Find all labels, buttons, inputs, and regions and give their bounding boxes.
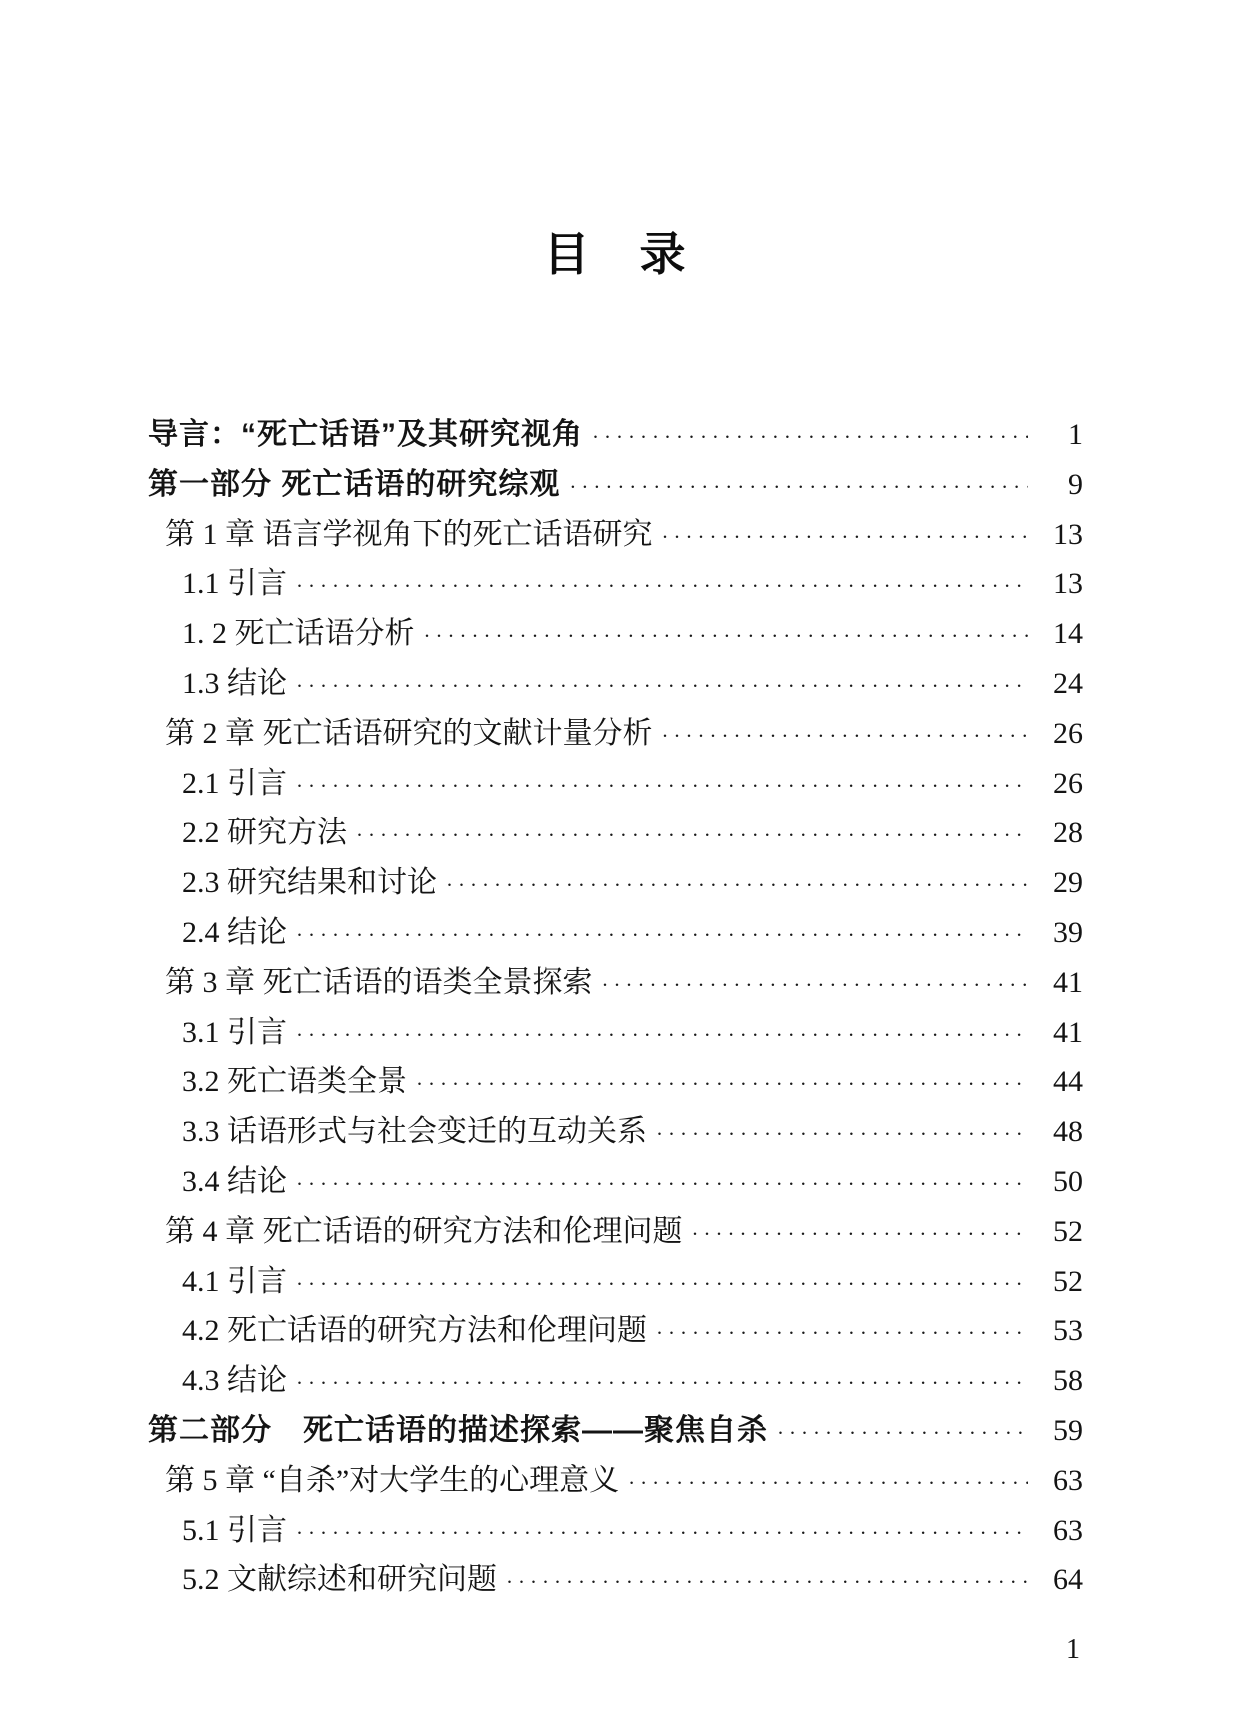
toc-entry xyxy=(148,659,1083,709)
dot-leader xyxy=(296,1509,1028,1559)
dot-leader xyxy=(296,1260,1028,1310)
dot-leader xyxy=(656,1110,1028,1160)
page-number-footer: 1 xyxy=(1066,1634,1080,1665)
toc-entry-page: 44 xyxy=(1053,1065,1083,1099)
toc-entry-label: 3.2 死亡语类全景 xyxy=(182,1065,407,1099)
toc-entry-label: 3.4 结论 xyxy=(182,1164,287,1198)
toc-entry-label: 第 3 章 死亡话语的语类全景探索 xyxy=(165,965,593,999)
dot-leader xyxy=(296,1359,1028,1409)
dot-leader xyxy=(424,612,1029,662)
dot-leader xyxy=(662,712,1029,762)
toc-entry xyxy=(148,609,1083,659)
toc-entry-page: 13 xyxy=(1053,517,1083,551)
toc-entry xyxy=(148,1057,1083,1107)
toc-entry xyxy=(148,1008,1083,1058)
toc-entry-label: 第一部分 死亡话语的研究综观 xyxy=(148,467,561,501)
toc-entry-page: 29 xyxy=(1053,866,1083,900)
toc-entry-page: 13 xyxy=(1053,567,1083,601)
toc-entry-page: 64 xyxy=(1053,1563,1083,1597)
toc-entry-page: 24 xyxy=(1053,666,1083,700)
toc-entry-label: 第 2 章 死亡话语研究的文献计量分析 xyxy=(165,716,653,750)
toc-entry-label: 第二部分 死亡话语的描述探索——聚焦自杀 xyxy=(148,1413,768,1447)
toc-entry xyxy=(148,1506,1083,1556)
toc-entry-page: 48 xyxy=(1053,1115,1083,1149)
toc-entry-page: 41 xyxy=(1053,1015,1083,1049)
dot-leader xyxy=(296,1160,1028,1210)
toc-entry xyxy=(148,709,1083,759)
toc-entry-page: 53 xyxy=(1053,1314,1083,1348)
dot-leader xyxy=(416,1060,1028,1110)
toc-entry xyxy=(148,410,1083,460)
toc-entry-label: 2.3 研究结果和讨论 xyxy=(182,866,437,900)
toc-entry-page: 50 xyxy=(1053,1164,1083,1198)
toc-entry xyxy=(148,908,1083,958)
toc-entry xyxy=(148,958,1083,1008)
dot-leader xyxy=(296,1011,1028,1061)
toc-entry-page: 26 xyxy=(1053,716,1083,750)
toc-entry-page: 28 xyxy=(1053,816,1083,850)
dot-leader xyxy=(446,861,1028,911)
dot-leader xyxy=(602,961,1029,1011)
toc-entry-label: 2.4 结论 xyxy=(182,915,287,949)
dot-leader xyxy=(656,1309,1028,1359)
toc-entry-label: 2.1 引言 xyxy=(182,766,287,800)
toc-entry-page: 9 xyxy=(1068,467,1083,501)
toc-entry-label: 1.1 引言 xyxy=(182,567,287,601)
toc-entry xyxy=(148,808,1083,858)
toc-entry xyxy=(148,510,1083,560)
toc-entry-label: 2.2 研究方法 xyxy=(182,816,347,850)
toc-entry-label: 1.3 结论 xyxy=(182,666,287,700)
toc-entry-label: 5.2 文献综述和研究问题 xyxy=(182,1563,497,1597)
toc-entry xyxy=(148,460,1083,510)
toc-entry-label: 第 5 章 “自杀”对大学生的心理意义 xyxy=(165,1463,620,1497)
toc-entry xyxy=(148,858,1083,908)
toc-entry-label: 5.1 引言 xyxy=(182,1513,287,1547)
toc-entry-label: 导言：“死亡话语”及其研究视角 xyxy=(148,418,583,451)
toc-entry xyxy=(148,559,1083,609)
toc-entry-page: 52 xyxy=(1053,1214,1083,1248)
toc-entry-label: 3.3 话语形式与社会变迁的互动关系 xyxy=(182,1115,647,1149)
toc-entry xyxy=(148,1555,1083,1605)
page-title: 目 录 xyxy=(543,229,688,280)
dot-leader xyxy=(628,1459,1028,1509)
toc-entry-page: 41 xyxy=(1053,965,1083,999)
toc-entry xyxy=(148,1257,1083,1307)
toc-entry-label: 4.3 结论 xyxy=(182,1364,287,1398)
toc-entry-page: 63 xyxy=(1053,1463,1083,1497)
dot-leader xyxy=(296,911,1028,961)
toc-entry xyxy=(148,1207,1083,1257)
toc-entry xyxy=(148,1157,1083,1207)
toc-entry-page: 14 xyxy=(1053,617,1083,651)
toc-entry xyxy=(148,1356,1083,1406)
toc-entry-label: 1. 2 死亡话语分析 xyxy=(182,617,415,651)
toc-entry xyxy=(148,1406,1083,1456)
toc-entry-page: 58 xyxy=(1053,1364,1083,1398)
toc-entry-page: 39 xyxy=(1053,915,1083,949)
dot-leader xyxy=(777,1409,1028,1459)
dot-leader xyxy=(296,762,1028,812)
toc-entry-page: 59 xyxy=(1053,1413,1083,1447)
dot-leader xyxy=(296,562,1028,612)
toc-entry-label: 第 1 章 语言学视角下的死亡话语研究 xyxy=(165,517,653,551)
toc-entry-label: 4.2 死亡话语的研究方法和伦理问题 xyxy=(182,1314,647,1348)
toc-entry-page: 1 xyxy=(1068,418,1083,451)
toc-entry xyxy=(148,759,1083,809)
dot-leader xyxy=(692,1210,1029,1260)
dot-leader xyxy=(506,1558,1028,1608)
toc-entry-label: 4.1 引言 xyxy=(182,1264,287,1298)
dot-leader xyxy=(356,811,1028,861)
toc-entry-page: 52 xyxy=(1053,1264,1083,1298)
toc-entry xyxy=(148,1107,1083,1157)
toc-entry-page: 26 xyxy=(1053,766,1083,800)
dot-leader xyxy=(662,513,1029,563)
toc-entry xyxy=(148,1306,1083,1356)
toc-entry-label: 3.1 引言 xyxy=(182,1015,287,1049)
dot-leader xyxy=(569,463,1028,513)
dot-leader xyxy=(592,413,1028,463)
toc-list xyxy=(148,410,1083,1605)
toc-entry xyxy=(148,1456,1083,1506)
dot-leader xyxy=(296,662,1028,712)
toc-entry-page: 63 xyxy=(1053,1513,1083,1547)
toc-entry-label: 第 4 章 死亡话语的研究方法和伦理问题 xyxy=(165,1214,683,1248)
